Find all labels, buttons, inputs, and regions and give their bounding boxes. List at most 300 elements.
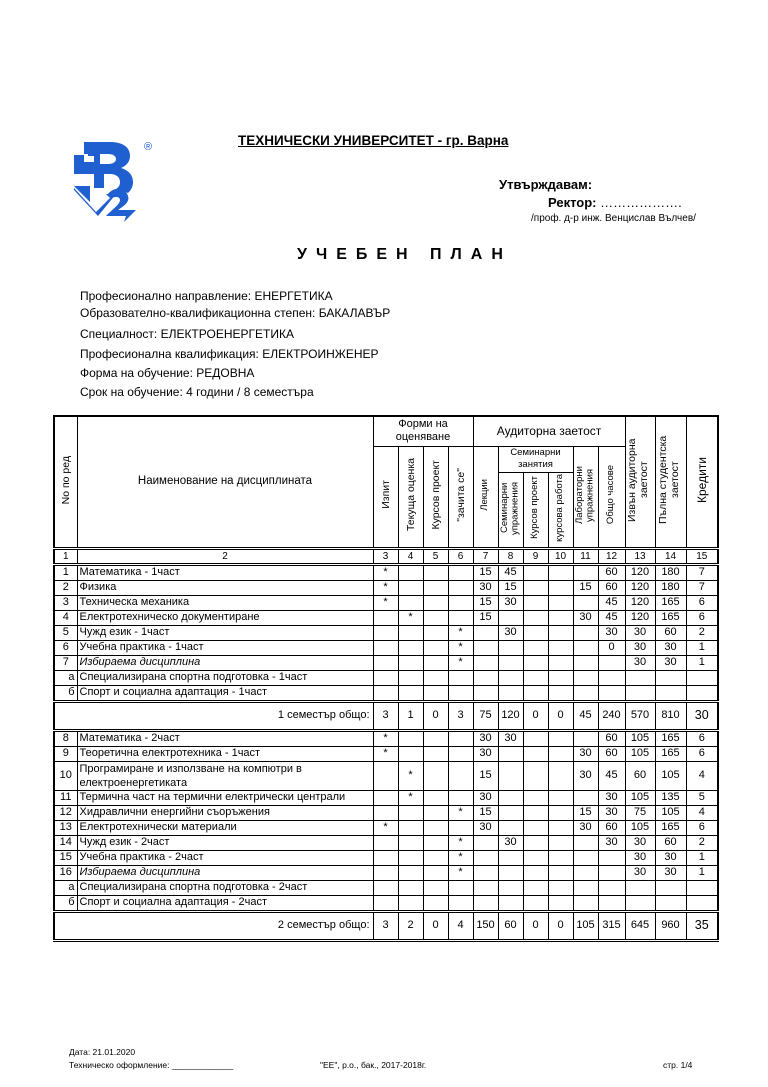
- row-number: 2: [54, 580, 77, 595]
- column-number: 10: [548, 548, 573, 564]
- discipline-name: Чужд език - 2част: [77, 835, 373, 850]
- total-cell: 240: [598, 701, 625, 730]
- hours-cell: 30: [498, 835, 523, 850]
- credits-cell: 6: [686, 730, 718, 746]
- column-number: 3: [373, 548, 398, 564]
- hours-cell: [448, 685, 473, 701]
- assessment-mark: *: [398, 790, 423, 805]
- hours-cell: 105: [625, 790, 655, 805]
- discipline-name: Спорт и социална адаптация - 2част: [77, 895, 373, 911]
- hours-cell: 180: [655, 580, 686, 595]
- table-row: [54, 610, 718, 625]
- discipline-name: Специализирана спортна подготовка - 2част: [77, 880, 373, 895]
- discipline-name: Учебна практика - 1част: [77, 640, 373, 655]
- table-row: [54, 820, 718, 835]
- hours-cell: 180: [655, 564, 686, 580]
- total-cell: 150: [473, 911, 498, 940]
- hours-cell: [373, 865, 398, 880]
- hours-cell: [523, 761, 548, 790]
- header-credits: Кредити: [686, 416, 718, 548]
- hours-cell: [423, 685, 448, 701]
- table-row: [54, 850, 718, 865]
- university-title: ТЕХНИЧЕСКИ УНИВЕРСИТЕТ - гр. Варна: [238, 133, 509, 148]
- hours-cell: [548, 640, 573, 655]
- hours-cell: 15: [473, 610, 498, 625]
- hours-cell: [398, 595, 423, 610]
- hours-cell: [573, 880, 598, 895]
- assessment-mark: *: [373, 730, 398, 746]
- hours-cell: [523, 865, 548, 880]
- row-number: 15: [54, 850, 77, 865]
- semester-total-label: 1 семестър общо:: [54, 701, 373, 730]
- table-header: [54, 416, 718, 564]
- discipline-name: Избираема дисциплина: [77, 655, 373, 670]
- info-study-form: [80, 366, 254, 380]
- credits-cell: 1: [686, 850, 718, 865]
- assessment-mark: *: [448, 625, 473, 640]
- column-number: 12: [598, 548, 625, 564]
- hours-cell: [548, 625, 573, 640]
- hours-cell: 30: [573, 761, 598, 790]
- hours-cell: [423, 564, 448, 580]
- document-title: УЧЕБЕН ПЛАН: [297, 246, 512, 263]
- assessment-mark: *: [448, 865, 473, 880]
- hours-cell: [373, 835, 398, 850]
- hours-cell: 120: [625, 580, 655, 595]
- assessment-mark: *: [448, 805, 473, 820]
- table-row: [54, 761, 718, 790]
- assessment-mark: *: [373, 820, 398, 835]
- hours-cell: [655, 880, 686, 895]
- hours-cell: [548, 746, 573, 761]
- discipline-name: Термична част на термични електрически централи: [77, 790, 373, 805]
- row-number: 1: [54, 564, 77, 580]
- discipline-name: Избираема дисциплина: [77, 865, 373, 880]
- row-number: 7: [54, 655, 77, 670]
- hours-cell: 30: [573, 610, 598, 625]
- footer-tech-layout: Техническо оформление: _____________: [69, 1060, 234, 1070]
- hours-cell: [473, 850, 498, 865]
- hours-cell: [423, 580, 448, 595]
- approve-label: Утвърждавам:: [499, 177, 593, 192]
- hours-cell: 105: [625, 820, 655, 835]
- hours-cell: [448, 670, 473, 685]
- table-row: [54, 655, 718, 670]
- credits-cell: 2: [686, 625, 718, 640]
- credits-cell: 6: [686, 595, 718, 610]
- credits-cell: 1: [686, 640, 718, 655]
- hours-cell: [423, 730, 448, 746]
- hours-cell: [523, 670, 548, 685]
- credits-cell: 4: [686, 805, 718, 820]
- credits-cell: [686, 670, 718, 685]
- svg-text:®: ®: [144, 141, 153, 153]
- hours-cell: [625, 880, 655, 895]
- column-number: 13: [625, 548, 655, 564]
- header-name: Наименование на дисциплината: [77, 416, 373, 548]
- column-number: 8: [498, 548, 523, 564]
- hours-cell: [373, 850, 398, 865]
- hours-cell: [573, 790, 598, 805]
- info-label: Форма на обучение:: [80, 366, 197, 380]
- hours-cell: 45: [598, 761, 625, 790]
- hours-cell: [573, 895, 598, 911]
- hours-cell: 105: [655, 805, 686, 820]
- hours-cell: [473, 625, 498, 640]
- hours-cell: [548, 880, 573, 895]
- hours-cell: [473, 895, 498, 911]
- semester-total-label: 2 семестър общо:: [54, 911, 373, 940]
- hours-cell: [548, 580, 573, 595]
- hours-cell: [548, 895, 573, 911]
- university-logo: [70, 138, 156, 224]
- hours-cell: [473, 685, 498, 701]
- hours-cell: [523, 564, 548, 580]
- hours-cell: 60: [598, 820, 625, 835]
- hours-cell: [423, 850, 448, 865]
- hours-cell: [598, 865, 625, 880]
- discipline-name: Математика - 2част: [77, 730, 373, 746]
- hours-cell: [423, 625, 448, 640]
- hours-cell: 165: [655, 595, 686, 610]
- assessment-mark: *: [373, 595, 398, 610]
- hours-cell: [398, 746, 423, 761]
- info-value: ЕЛЕКТРОИНЖЕНЕР: [262, 347, 379, 361]
- hours-cell: [473, 835, 498, 850]
- rector-name: /проф. д-р инж. Венцислав Вълчев/: [531, 213, 696, 224]
- table-row: [54, 895, 718, 911]
- table-row: [54, 625, 718, 640]
- row-number: 13: [54, 820, 77, 835]
- hours-cell: [423, 746, 448, 761]
- column-numbers-row: [54, 548, 718, 564]
- info-specialty: [80, 327, 294, 341]
- discipline-name: Програмиране и използване на компютри в електроенергетиката: [77, 761, 373, 790]
- hours-cell: 75: [625, 805, 655, 820]
- hours-cell: [655, 895, 686, 911]
- assessment-mark: *: [398, 761, 423, 790]
- row-number: 16: [54, 865, 77, 880]
- hours-cell: [625, 670, 655, 685]
- header-exam: Изпит: [373, 446, 398, 548]
- rector-signature-dots: ……………….: [596, 195, 682, 210]
- info-value: 4 години / 8 семестъра: [186, 385, 314, 399]
- hours-cell: 30: [498, 595, 523, 610]
- hours-cell: [448, 730, 473, 746]
- hours-cell: 30: [473, 730, 498, 746]
- credits-cell: [686, 685, 718, 701]
- total-credits: 30: [686, 701, 718, 730]
- header-current-grade: Текуща оценка: [398, 446, 423, 548]
- header-lab-exercises: Лабораторни упражнения: [573, 446, 598, 548]
- column-number: 1: [54, 548, 77, 564]
- hours-cell: [573, 685, 598, 701]
- hours-cell: 30: [655, 865, 686, 880]
- hours-cell: [373, 625, 398, 640]
- hours-cell: [398, 835, 423, 850]
- hours-cell: [473, 640, 498, 655]
- total-cell: 120: [498, 701, 523, 730]
- table-row: [54, 805, 718, 820]
- hours-cell: [573, 625, 598, 640]
- total-cell: 4: [448, 911, 473, 940]
- info-value: ЕЛЕКТРОЕНЕРГЕТИКА: [160, 327, 294, 341]
- hours-cell: 30: [625, 865, 655, 880]
- hours-cell: [498, 805, 523, 820]
- footer-date: Дата: 21.01.2020: [69, 1047, 136, 1057]
- total-cell: 2: [398, 911, 423, 940]
- row-number: 12: [54, 805, 77, 820]
- hours-cell: 15: [473, 595, 498, 610]
- hours-cell: [448, 610, 473, 625]
- discipline-name: Хидравлични енергийни съоръжения: [77, 805, 373, 820]
- hours-cell: [523, 880, 548, 895]
- credits-cell: 1: [686, 865, 718, 880]
- hours-cell: [523, 746, 548, 761]
- hours-cell: [448, 820, 473, 835]
- total-cell: 0: [548, 911, 573, 940]
- hours-cell: 0: [598, 640, 625, 655]
- info-value: БАКАЛАВЪР: [318, 306, 391, 320]
- total-cell: 3: [373, 701, 398, 730]
- hours-cell: [398, 850, 423, 865]
- hours-cell: [498, 746, 523, 761]
- discipline-name: Специализирана спортна подготовка - 1част: [77, 670, 373, 685]
- total-cell: 0: [523, 911, 548, 940]
- hours-cell: [523, 595, 548, 610]
- semester-total-row: [54, 911, 718, 940]
- hours-cell: [523, 685, 548, 701]
- hours-cell: 165: [655, 610, 686, 625]
- header-auditorium: Аудиторна заетост: [473, 416, 625, 446]
- header-no: No по ред: [54, 416, 77, 548]
- hours-cell: [423, 655, 448, 670]
- info-degree: [80, 306, 390, 320]
- table-row: [54, 746, 718, 761]
- hours-cell: [448, 595, 473, 610]
- info-value: ЕНЕРГЕТИКА: [254, 289, 333, 303]
- hours-cell: 105: [625, 746, 655, 761]
- discipline-name: Учебна практика - 2част: [77, 850, 373, 865]
- hours-cell: [523, 580, 548, 595]
- assessment-mark: *: [373, 746, 398, 761]
- hours-cell: [423, 610, 448, 625]
- hours-cell: [498, 895, 523, 911]
- hours-cell: [548, 820, 573, 835]
- hours-cell: [498, 640, 523, 655]
- column-number: 11: [573, 548, 598, 564]
- row-number: 3: [54, 595, 77, 610]
- hours-cell: 30: [598, 835, 625, 850]
- hours-cell: 30: [625, 640, 655, 655]
- total-cell: 1: [398, 701, 423, 730]
- credits-cell: 7: [686, 580, 718, 595]
- column-number: 9: [523, 548, 548, 564]
- hours-cell: 165: [655, 820, 686, 835]
- hours-cell: [548, 595, 573, 610]
- hours-cell: [655, 670, 686, 685]
- hours-cell: [548, 850, 573, 865]
- credits-cell: [686, 895, 718, 911]
- hours-cell: [573, 655, 598, 670]
- total-cell: 960: [655, 911, 686, 940]
- hours-cell: [598, 685, 625, 701]
- hours-cell: [573, 850, 598, 865]
- total-cell: 75: [473, 701, 498, 730]
- discipline-name: Физика: [77, 580, 373, 595]
- hours-cell: [398, 805, 423, 820]
- hours-cell: [523, 820, 548, 835]
- hours-cell: [423, 805, 448, 820]
- column-number: 4: [398, 548, 423, 564]
- hours-cell: [523, 895, 548, 911]
- header-total-hours: Общо часове: [598, 446, 625, 548]
- credits-cell: 5: [686, 790, 718, 805]
- hours-cell: 30: [598, 790, 625, 805]
- row-number: 8: [54, 730, 77, 746]
- hours-cell: [498, 790, 523, 805]
- credits-cell: 6: [686, 820, 718, 835]
- credits-cell: 2: [686, 835, 718, 850]
- hours-cell: 30: [573, 746, 598, 761]
- hours-cell: [398, 564, 423, 580]
- hours-cell: [548, 805, 573, 820]
- total-cell: 810: [655, 701, 686, 730]
- hours-cell: [423, 895, 448, 911]
- hours-cell: [423, 761, 448, 790]
- hours-cell: [498, 820, 523, 835]
- credits-cell: 6: [686, 746, 718, 761]
- hours-cell: [473, 880, 498, 895]
- assessment-mark: *: [398, 610, 423, 625]
- discipline-name: Чужд език - 1част: [77, 625, 373, 640]
- hours-cell: [498, 880, 523, 895]
- row-number: 14: [54, 835, 77, 850]
- info-qualification: [80, 347, 379, 361]
- hours-cell: 30: [473, 790, 498, 805]
- tu-varna-logo-icon: [70, 138, 156, 224]
- hours-cell: 45: [598, 595, 625, 610]
- assessment-mark: *: [448, 835, 473, 850]
- hours-cell: [398, 895, 423, 911]
- rector-label: Ректор:: [548, 195, 597, 210]
- hours-cell: [523, 835, 548, 850]
- assessment-mark: *: [448, 640, 473, 655]
- total-credits: 35: [686, 911, 718, 940]
- hours-cell: 165: [655, 730, 686, 746]
- hours-cell: [655, 685, 686, 701]
- hours-cell: 30: [598, 805, 625, 820]
- hours-cell: [573, 640, 598, 655]
- credits-cell: 7: [686, 564, 718, 580]
- hours-cell: [548, 564, 573, 580]
- hours-cell: [398, 685, 423, 701]
- hours-cell: [523, 610, 548, 625]
- hours-cell: [448, 746, 473, 761]
- hours-cell: 30: [655, 655, 686, 670]
- hours-cell: 60: [598, 580, 625, 595]
- discipline-name: Спорт и социална адаптация - 1част: [77, 685, 373, 701]
- hours-cell: [423, 835, 448, 850]
- hours-cell: 30: [473, 746, 498, 761]
- hours-cell: [398, 880, 423, 895]
- table-row: [54, 580, 718, 595]
- hours-cell: [373, 805, 398, 820]
- hours-cell: [373, 610, 398, 625]
- hours-cell: [398, 655, 423, 670]
- header-pass: "зачита се": [448, 446, 473, 548]
- hours-cell: [598, 655, 625, 670]
- hours-cell: [398, 625, 423, 640]
- row-number: 5: [54, 625, 77, 640]
- hours-cell: [498, 610, 523, 625]
- info-label: Професионална квалификация:: [80, 347, 263, 361]
- discipline-name: Електротехническо документиране: [77, 610, 373, 625]
- hours-cell: [548, 790, 573, 805]
- hours-cell: 30: [473, 820, 498, 835]
- column-number: 15: [686, 548, 718, 564]
- table-row: [54, 640, 718, 655]
- hours-cell: 60: [655, 625, 686, 640]
- hours-cell: [598, 895, 625, 911]
- table-row: [54, 595, 718, 610]
- header-course-work: курсова работа: [548, 472, 573, 548]
- row-number: а: [54, 670, 77, 685]
- hours-cell: [548, 865, 573, 880]
- column-number: 7: [473, 548, 498, 564]
- hours-cell: 30: [625, 835, 655, 850]
- hours-cell: [523, 625, 548, 640]
- hours-cell: [398, 670, 423, 685]
- table-row: [54, 835, 718, 850]
- row-number: 11: [54, 790, 77, 805]
- hours-cell: [573, 670, 598, 685]
- hours-cell: [448, 564, 473, 580]
- credits-cell: 4: [686, 761, 718, 790]
- hours-cell: 165: [655, 746, 686, 761]
- total-cell: 0: [523, 701, 548, 730]
- hours-cell: [498, 761, 523, 790]
- total-cell: 0: [423, 701, 448, 730]
- hours-cell: 105: [625, 730, 655, 746]
- table-row: [54, 790, 718, 805]
- total-cell: 45: [573, 701, 598, 730]
- hours-cell: 15: [473, 805, 498, 820]
- hours-cell: 30: [625, 655, 655, 670]
- info-label: Срок на обучение:: [80, 385, 187, 399]
- hours-cell: 30: [655, 850, 686, 865]
- hours-cell: [373, 880, 398, 895]
- hours-cell: [373, 761, 398, 790]
- hours-cell: [423, 820, 448, 835]
- hours-cell: 60: [625, 761, 655, 790]
- hours-cell: 15: [473, 761, 498, 790]
- hours-cell: 15: [573, 580, 598, 595]
- header-lectures: Лекции: [473, 446, 498, 548]
- hours-cell: [548, 655, 573, 670]
- hours-cell: 30: [473, 580, 498, 595]
- hours-cell: [573, 730, 598, 746]
- hours-cell: 45: [498, 564, 523, 580]
- hours-cell: 15: [573, 805, 598, 820]
- total-cell: 0: [423, 911, 448, 940]
- assessment-mark: *: [373, 564, 398, 580]
- total-cell: 570: [625, 701, 655, 730]
- hours-cell: 30: [625, 625, 655, 640]
- hours-cell: [573, 835, 598, 850]
- discipline-name: Електротехнически материали: [77, 820, 373, 835]
- table-row: [54, 880, 718, 895]
